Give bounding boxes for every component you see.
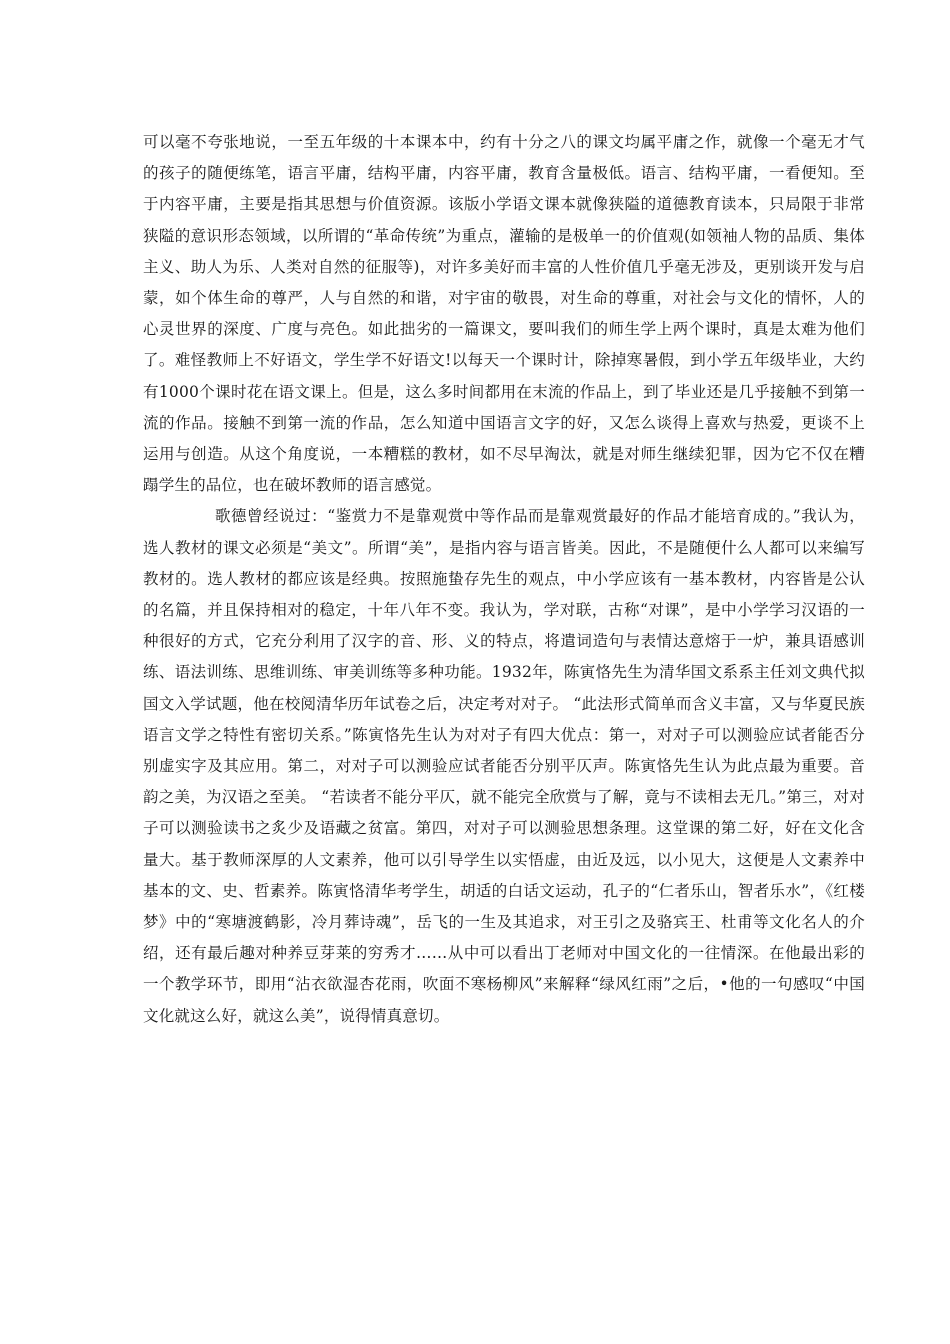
paragraph-goethe-couplets: 歌德曾经说过：“鉴赏力不是靠观赏中等作品而是靠观赏最好的作品才能培育成的。”我认为，选人教材的课文必须是“美文”。所谓“美”，是指内容与语言皆美。因此，不是随便什么人都可以来编写教材的。选人教材的都应该是经典。按照施蛰存先生的观点，中小学应该有一基本教材，内容皆是公认的名篇，并且保持相对的稳定，十年八年不变。我认为，学对联，古称“对课”，是中小学学习汉语的一种很好的方式，它充分利用了汉字的音、形、义的特点，将遣词造句与表情达意熔于一炉，兼具语感训练、语法训练、思维训练、审美训练等多种功能。1932年，陈寅恪先生为清华国文系系主任刘文典代拟国文入学试题，他在校阅清华历年试卷之后，决定考对对子。 “此法形式简单而含义丰富，又与华夏民族语言文学之特性有密切关系。”陈寅恪先生认为对对子有四大优点：第一，对对子可以测验应试者能否分别虚实字及其应用。第二，对对子可以测验应试者能否分别平仄声。陈寅恪先生认为此点最为重要。音韵之美，为汉语之至美。 “若读者不能分平仄，就不能完全欣赏与了解，竟与不读相去无几。”第三，对对子可以测验读书之炙少及语藏之贫富。第四，对对子可以测验思想条理。这堂课的第二好，好在文化含量大。基于教师深厚的人文素养，他可以引导学生以实悟虚，由近及远，以小见大，这便是人文素养中基本的文、史、哲素养。陈寅恪清华考学生，胡适的白话文运动，孔子的“仁者乐山，智者乐水”，《红楼梦》中的“寒塘渡鹤影，冷月葬诗魂”，岳飞的一生及其追求，对王引之及骆宾王、杜甫等文化名人的介绍，还有最后趣对种养豆芽莱的穷秀才……从中可以看出丁老师对中国文化的一往情深。在他最出彩的一个教学环节，即用“沾衣欲湿杏花雨，吹面不寒杨柳风”来解释“绿风红雨”之后，•他的一句感叹“中国文化就这么好，就这么美”，说得情真意切。: [143, 507, 865, 1025]
body-text: [143, 127, 865, 1032]
paragraph-textbook-critique: 可以毫不夸张地说，一至五年级的十本课本中，约有十分之八的课文均属平庸之作，就像一个毫无才气的孩子的随便练笔，语言平庸，结构平庸，内容平庸，教育含量极低。语言、结构平庸，一看便知。至于内容平庸，主要是指其思想与价值资源。该版小学语文课本就像狭隘的道德教育读本，只局限于非常狭隘的意识形态领域，以所谓的“革命传统”为重点，灌输的是极单一的价值观(如领袖人物的品质、集体主义、助人为乐、人类对自然的征服等)，对许多美好而丰富的人性价值几乎毫无涉及，更别谈开发与启蒙，如个体生命的尊严，人与自然的和谐，对宇宙的敬畏，对生命的尊重，对社会与文化的情怀，人的心灵世界的深度、广度与亮色。如此拙劣的一篇课文，要叫我们的师生学上两个课时，真是太难为他们了。难怪教师上不好语文，学生学不好语文!以每天一个课时计，除掉寒暑假，到小学五年级毕业，大约有1000个课时花在语文课上。但是，这么多时间都用在末流的作品上，到了毕业还是几乎接触不到第一流的作品。接触不到第一流的作品，怎么知道中国语言文字的好，又怎么谈得上喜欢与热爱，更谈不上运用与创造。从这个角度说，一本糟糕的教材，如不尽早淘汰，就是对师生继续犯罪，因为它不仅在糟蹋学生的品位，也在破坏教师的语言感觉。: [143, 133, 865, 495]
